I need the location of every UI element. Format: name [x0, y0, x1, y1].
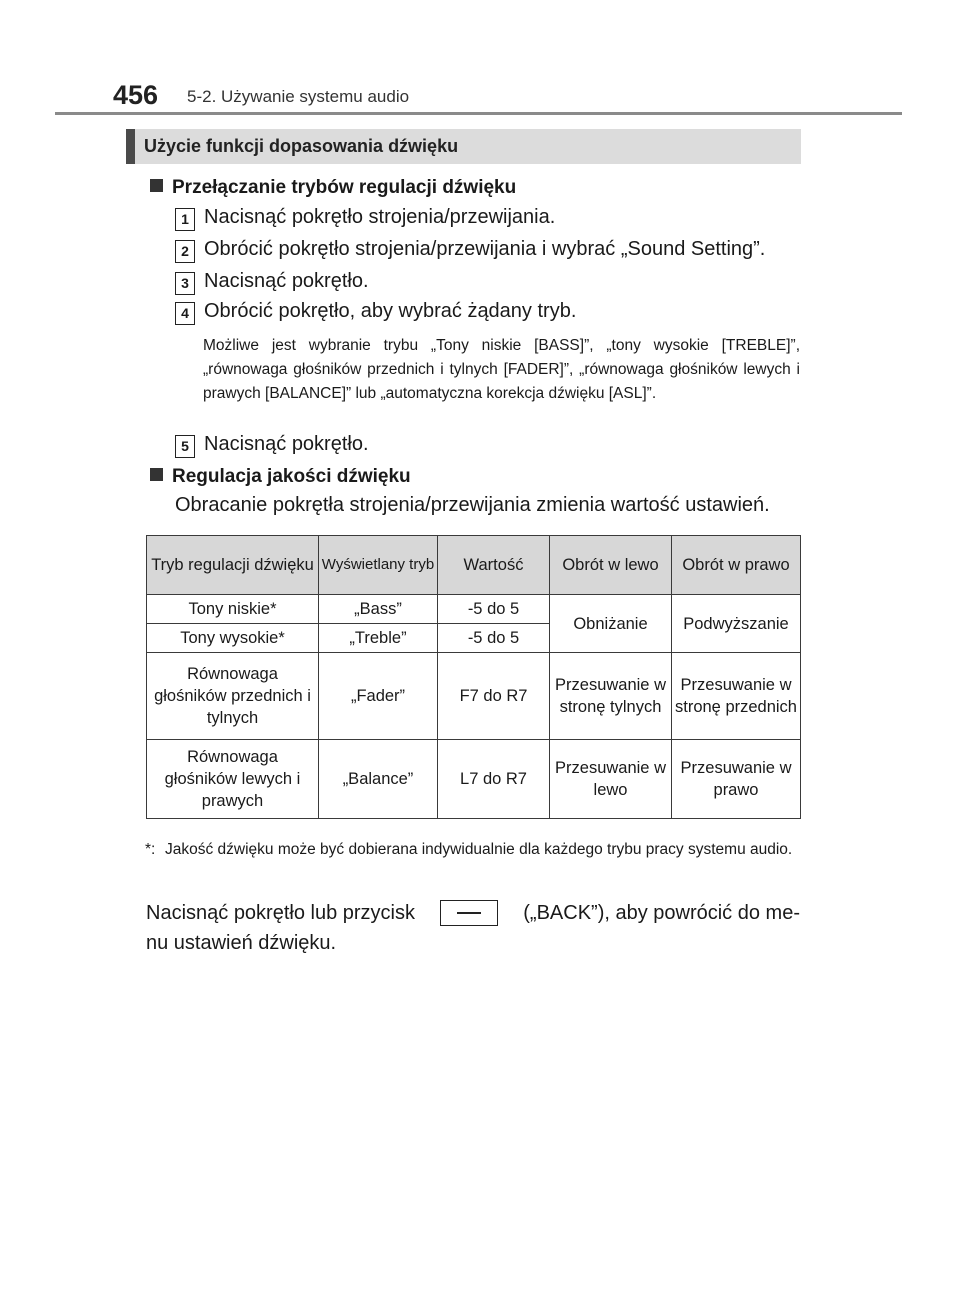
cell-right: Podwyższanie: [672, 595, 801, 653]
section-accent: [126, 129, 135, 164]
quality-paragraph: Obracanie pokrętła strojenia/przewijania zmienia wartość ustawień.: [175, 494, 770, 516]
col-header-value: Wartość: [438, 536, 550, 595]
header-divider: [55, 112, 902, 115]
cell-value: -5 do 5: [438, 624, 550, 653]
section-title: Użycie funkcji dopasowania dźwięku: [144, 136, 459, 156]
mode-switch-heading: [150, 177, 516, 199]
mode-switch-heading-text: Przełączanie trybów regulacji dźwięku: [172, 177, 517, 198]
cell-display: „Fader”: [319, 653, 438, 740]
cell-value: F7 do R7: [438, 653, 550, 740]
table-header-row: [147, 536, 801, 595]
step-text: Obrócić pokrętło, aby wybrać żądany tryb.: [204, 300, 577, 322]
cell-mode: Tony wysokie*: [147, 624, 319, 653]
col-header-mode: Tryb regulacji dźwięku: [147, 536, 319, 595]
col-header-right: Obrót w prawo: [672, 536, 801, 595]
step-number: 5: [175, 435, 195, 458]
quality-heading-text: Regulacja jakości dźwięku: [172, 466, 411, 487]
back-instruction: [146, 898, 800, 958]
footnote-text: Jakość dźwięku może być dobierana indywidualnie dla każdego trybu pracy systemu audio.: [165, 841, 793, 858]
step-number: 2: [175, 240, 195, 263]
quality-heading: [150, 466, 411, 488]
col-header-left: Obrót w lewo: [550, 536, 672, 595]
table-row: [147, 740, 801, 819]
bullet-square-icon: [150, 179, 163, 192]
step-text: Nacisnąć pokrętło.: [204, 270, 369, 292]
cell-left: Obniżanie: [550, 595, 672, 653]
section-title-bar: [126, 129, 801, 164]
step-number: 4: [175, 302, 195, 325]
back-instruction-part1: Nacisnąć pokrętło lub przycisk: [146, 902, 415, 924]
cell-display: „Balance”: [319, 740, 438, 819]
cell-mode: Równowaga głośników lewych i prawych: [147, 740, 319, 819]
step-number: 1: [175, 208, 195, 231]
page-number: 456: [113, 80, 159, 110]
cell-left: Przesuwanie w lewo: [550, 740, 672, 819]
table-row: [147, 653, 801, 740]
chapter-title: 5-2. Używanie systemu audio: [187, 87, 410, 106]
table-row: [147, 595, 801, 624]
step-text: Nacisnąć pokrętło.: [204, 433, 369, 455]
cell-left: Przesuwanie w stronę tylnych: [550, 653, 672, 740]
cell-value: L7 do R7: [438, 740, 550, 819]
cell-mode: Równowaga głośników przednich i tylnych: [147, 653, 319, 740]
step-text: Nacisnąć pokrętło strojenia/przewijania.: [204, 206, 556, 228]
bullet-square-icon: [150, 468, 163, 481]
cell-right: Przesuwanie w stronę przednich: [672, 653, 801, 740]
back-instruction-part3: nu ustawień dźwięku.: [146, 932, 337, 954]
step-text: Obrócić pokrętło strojenia/przewijania i wybrać „Sound Setting”.: [204, 238, 766, 260]
back-button-icon: [440, 900, 498, 926]
cell-display: „Treble”: [319, 624, 438, 653]
cell-mode: Tony niskie*: [147, 595, 319, 624]
cell-display: „Bass”: [319, 595, 438, 624]
cell-value: -5 do 5: [438, 595, 550, 624]
footnote-marker: *:: [145, 841, 156, 858]
cell-right: Przesuwanie w prawo: [672, 740, 801, 819]
sound-settings-table: [146, 535, 801, 819]
mode-options-note: Możliwe jest wybranie trybu „Tony niskie [BASS]”, „tony wysokie [TREBLE]”, „równowaga głośników przednich i tylnych [FADER]”, „równowaga głośników lewych i prawych [BALANCE]” lub „automatyczna korekcja dźwięku [ASL]”.: [203, 337, 800, 402]
col-header-display: Wyświetlany tryb: [319, 536, 438, 595]
step-number: 3: [175, 272, 195, 295]
back-instruction-part2: („BACK”), aby powrócić do me-: [523, 902, 800, 924]
